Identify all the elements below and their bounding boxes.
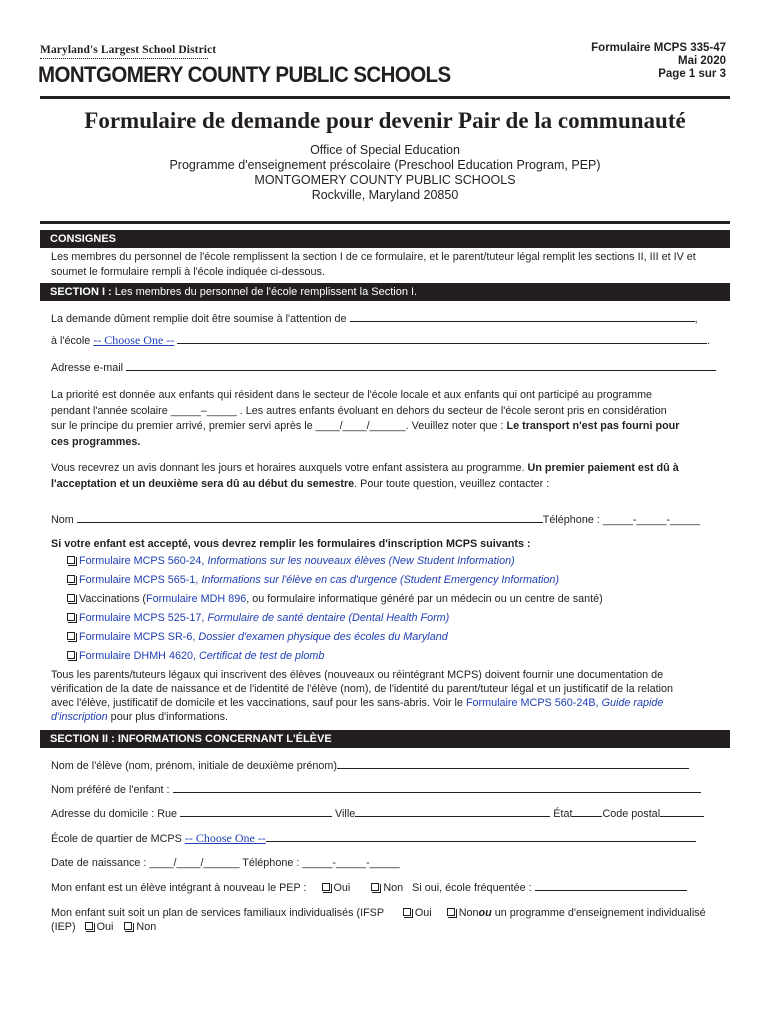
school-attended-input[interactable]	[535, 880, 687, 891]
form-link[interactable]: Formulaire MCPS 525-17,	[79, 612, 208, 624]
ifsp-or: ou	[478, 907, 492, 919]
attention-input[interactable]	[350, 311, 695, 322]
checkbox-icon	[67, 651, 75, 659]
list-item[interactable]	[67, 555, 515, 567]
priority-line-1: La priorité est donnée aux enfants qui résident dans le secteur de l'école locale et aux enfants qui ont participé au programme	[51, 389, 653, 401]
contact-name-label: Nom	[51, 514, 74, 526]
pep-row	[51, 880, 719, 896]
form-date: Mai 2020	[678, 55, 726, 67]
home-school-line	[266, 831, 696, 842]
consignes-heading: CONSIGNES	[40, 230, 730, 248]
school-label: à l'école	[51, 335, 91, 347]
pep-no-option[interactable]	[371, 882, 403, 894]
ifsp-row	[51, 906, 719, 934]
pep-question: Mon enfant est un élève intégrant à nouveau le PEP :	[51, 882, 307, 894]
title-divider	[40, 221, 730, 224]
section1-heading-text: Les membres du personnel de l'école remplissent la Section I.	[111, 286, 418, 298]
section2-heading: SECTION II : INFORMATIONS CONCERNANT L'ÉLÈVE	[40, 730, 730, 748]
subtitle-program: Programme d'enseignement préscolaire (Preschool Education Program, PEP)	[169, 158, 601, 172]
street-input[interactable]	[180, 806, 332, 817]
form-link[interactable]: Formulaire MCPS 565-1,	[79, 574, 202, 586]
form-number: Formulaire MCPS 335-47	[591, 42, 726, 54]
student-name-input[interactable]	[337, 758, 689, 769]
section1-heading	[40, 283, 730, 301]
checkbox-icon	[67, 632, 75, 640]
preferred-name-row	[51, 782, 719, 798]
preferred-name-label: Nom préféré de l'enfant :	[51, 784, 170, 796]
zip-input[interactable]	[660, 806, 704, 817]
priority-line-4: ces programmes.	[51, 435, 141, 448]
checkbox-icon	[67, 594, 75, 602]
docs-line-2: vérification de la date de naissance et de l'identité de l'élève (nom), de l'identité du parent/tuteur légal et un justificatif de la relation	[51, 683, 673, 695]
list-item[interactable]	[67, 612, 449, 624]
student-name-label: Nom de l'élève (nom, prénom, initiale de deuxième prénom)	[51, 760, 337, 772]
contact-name-input[interactable]	[77, 512, 543, 523]
header-divider	[40, 96, 730, 99]
priority-line-3	[51, 419, 719, 435]
checkbox-icon[interactable]	[124, 922, 132, 930]
school-row: à l'école -- Choose One -- .	[51, 333, 711, 347]
checkbox-icon	[67, 613, 75, 621]
checkbox-icon[interactable]	[85, 922, 93, 930]
guide-link-title-end[interactable]: d'inscription	[51, 711, 108, 723]
notice-text-1: Vous recevrez un avis donnant les jours et horaires auxquels votre enfant assistera au programme.	[51, 462, 528, 474]
iep-yes-label: Oui	[96, 921, 114, 933]
form-link[interactable]: Formulaire MDH 896	[146, 593, 247, 605]
address-row	[51, 806, 719, 822]
form-link[interactable]: Formulaire MCPS SR-6,	[79, 631, 199, 643]
priority-paragraph	[51, 388, 719, 450]
district-tagline: Maryland's Largest School District	[40, 44, 217, 56]
iep-text: un programme d'enseignement individualisé	[491, 907, 706, 919]
school-attended-label: Si oui, école fréquentée :	[412, 882, 532, 894]
page-number: Page 1 sur 3	[658, 68, 726, 80]
guide-link[interactable]: Formulaire MCPS 560-24B,	[465, 697, 602, 709]
docs-line-1: Tous les parents/tuteurs légaux qui inscrivent des élèves (nouveaux ou réintégrant MCPS) doivent fournir une documentation de	[51, 669, 664, 681]
checkbox-icon	[67, 556, 75, 564]
dob-row[interactable]: Date de naissance : ____/____/______ Téléphone : _____-_____-_____	[51, 857, 400, 869]
transport-notice: Le transport n'est pas fourni pour	[506, 420, 680, 432]
preferred-name-input[interactable]	[173, 782, 701, 793]
form-description[interactable]: Informations sur l'élève en cas d'urgence (Student Emergency Information)	[201, 574, 560, 586]
iep-yes-option[interactable]	[85, 921, 114, 933]
city-input[interactable]	[355, 806, 550, 817]
checkbox-icon[interactable]	[447, 908, 455, 916]
email-input[interactable]	[126, 360, 716, 371]
docs-text-4: pour plus d'informations.	[107, 711, 228, 723]
checkbox-icon[interactable]	[403, 908, 411, 916]
consignes-text: Les membres du personnel de l'école remplissent la section I de ce formulaire, et le parent/tuteur légal remplit les sections II, III et IV et soumet le formulaire rempli à l'école indiquée ci-dessous.	[51, 251, 696, 278]
form-link[interactable]: Formulaire MCPS 560-24,	[79, 555, 208, 567]
subtitle-office: Office of Special Education	[310, 143, 460, 157]
docs-paragraph	[51, 668, 719, 724]
ifsp-no-label: Non	[458, 907, 479, 919]
tagline-dotted-rule	[40, 58, 208, 59]
address-label: Adresse du domicile : Rue	[51, 808, 178, 820]
notice-line-2	[51, 477, 719, 493]
notice-paragraph	[51, 461, 719, 492]
form-description[interactable]: Dossier d'examen physique des écoles du Maryland	[198, 631, 448, 643]
list-item[interactable]	[67, 593, 603, 605]
state-label: État	[553, 808, 573, 820]
checkbox-icon[interactable]	[371, 883, 379, 891]
iep-no-label: Non	[136, 921, 157, 933]
form-tail: , ou formulaire informatique généré par un médecin ou un centre de santé)	[246, 593, 603, 605]
ifsp-no-option[interactable]	[447, 907, 479, 919]
iep-no-option[interactable]	[124, 921, 156, 933]
contact-row	[51, 512, 719, 528]
docs-line-4	[51, 710, 719, 724]
checkbox-icon[interactable]	[322, 883, 330, 891]
forms-intro: Si votre enfant est accepté, vous devrez remplir les formulaires d'inscription MCPS suivants :	[51, 538, 531, 550]
form-meta	[591, 42, 726, 81]
ifsp-line-1	[51, 906, 719, 920]
payment-notice-2: l'acceptation et un deuxième sera dû au début du semestre	[51, 477, 355, 490]
notice-line-1	[51, 461, 719, 477]
pep-yes-label: Oui	[333, 882, 351, 894]
section1-heading-label: SECTION I :	[50, 286, 112, 298]
home-school-label: École de quartier de MCPS	[51, 833, 182, 845]
docs-text-3: avec l'élève, justificatif de domicile et les vaccinations, sauf pour les sans-abris. Voir le	[51, 697, 466, 709]
school-select[interactable]: -- Choose One --	[93, 333, 175, 347]
payment-notice-1: Un premier paiement est dû à	[527, 462, 679, 474]
contact-phone[interactable]: Téléphone : _____-_____-_____	[542, 514, 701, 526]
attention-row: La demande dûment remplie doit être soumise à l'attention de ,	[51, 313, 698, 325]
city-label: Ville	[335, 808, 356, 820]
list-item[interactable]	[67, 650, 324, 662]
docs-line-3	[51, 696, 719, 710]
form-link[interactable]: Formulaire DHMH 4620,	[79, 650, 199, 662]
subtitle-org: MONTGOMERY COUNTY PUBLIC SCHOOLS	[254, 173, 516, 187]
pep-no-label: Non	[383, 882, 404, 894]
home-school-select[interactable]: -- Choose One --	[184, 831, 266, 845]
notice-text-2: . Pour toute question, veuillez contacter :	[354, 477, 550, 490]
form-description[interactable]: Formulaire de santé dentaire (Dental Health Form)	[207, 612, 450, 624]
ifsp-line-2	[51, 920, 719, 934]
page-title: Formulaire de demande pour devenir Pair de la communauté	[84, 108, 686, 133]
student-name-row	[51, 758, 719, 774]
pep-yes-option[interactable]	[322, 882, 351, 894]
email-row	[51, 360, 719, 376]
email-label: Adresse e-mail	[51, 362, 124, 374]
ifsp-label: Mon enfant suit soit un plan de services familiaux individualisés (IFSP	[51, 907, 384, 919]
state-input[interactable]	[572, 806, 602, 817]
list-item[interactable]	[67, 631, 448, 643]
home-school-row	[51, 831, 719, 847]
organization-name: MONTGOMERY COUNTY PUBLIC SCHOOLS	[38, 62, 451, 87]
ifsp-yes-option[interactable]	[403, 907, 432, 919]
priority-line-2: pendant l'année scolaire _____–_____ . Les autres enfants évoluant en dehors du secteur de l'école seront pris en considération	[51, 404, 667, 417]
attention-label: La demande dûment remplie doit être soumise à l'attention de	[51, 313, 347, 325]
priority-date-text: sur le principe du premier arrivé, premier servi après le ____/____/______. Veuillez noter que :	[51, 420, 507, 432]
vaccinations-label: Vaccinations (	[79, 593, 147, 605]
school-line	[177, 333, 707, 344]
subtitle-address: Rockville, Maryland 20850	[311, 188, 459, 202]
iep-label: (IEP)	[51, 921, 76, 933]
form-description[interactable]: Informations sur les nouveaux élèves (New Student Information)	[207, 555, 515, 567]
zip-label: Code postal	[602, 808, 661, 820]
ifsp-yes-label: Oui	[414, 907, 432, 919]
form-description[interactable]: Certificat de test de plomb	[199, 650, 325, 662]
checkbox-icon	[67, 575, 75, 583]
list-item[interactable]	[67, 574, 559, 586]
subtitle-block	[40, 143, 730, 203]
guide-link-title[interactable]: Guide rapide	[601, 697, 664, 709]
